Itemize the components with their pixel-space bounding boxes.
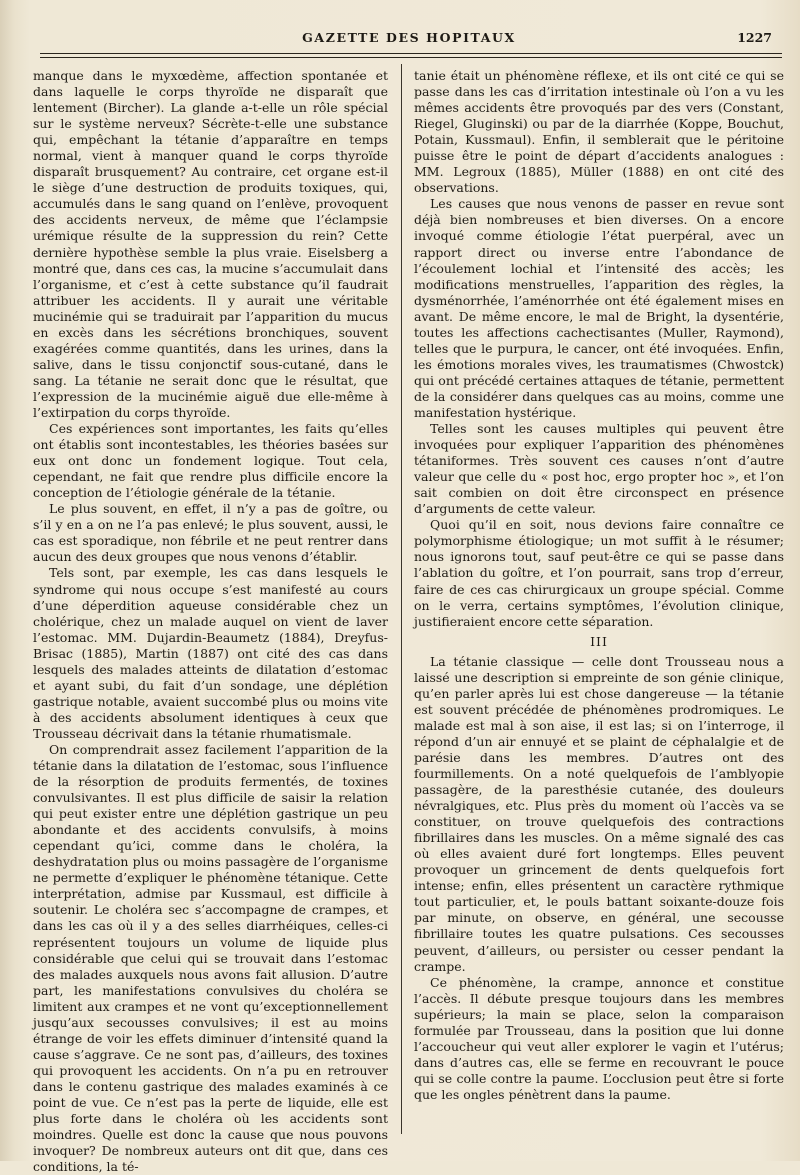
paragraph: Ces expériences sont importantes, les faits qu’elles ont établis sont incontestables, les théories basées sur eux ont donc un fondement logique. Tout cela, cependant, ne fait que rendre plus difficile encore la conception de l’étiologie générale de la tétanie. [33,421,388,501]
header-rule-bottom [40,57,782,58]
paragraph: Ce phénomène, la crampe, annonce et constitue l’accès. Il débute presque toujours dans les membres supérieurs; la main se place, selon la comparaison formulée par Trousseau, dans la position que lui donne l’accoucheur qui veut aller explorer le vagin et l’utérus; dans d’autres cas, elle se ferme en recouvrant le pouce qui se colle contre la paume. L’occlusion peut être si forte que les ongles pénètrent dans la paume. [414,974,784,1102]
paragraph: Le plus souvent, en effet, il n’y a pas de goître, ou s’il y en a on ne l’a pas enlevé; le plus souvent, aussi, le cas est sporadique, non fébrile et ne peut rentrer dans aucun des deux groupes que nous venons d’établir. [33,501,388,565]
paragraph: On comprendrait assez facilement l’apparition de la tétanie dans la dilatation de l’estomac, sous l’influence de la résorption de produits fermentés, de toxines convulsivantes. Il est plus difficile de saisir la relation qui peut exister entre une déplétion gastrique un peu abondante et des accidents convulsifs, à moins cependant qu’ici, comme dans le choléra, la deshydratation plus ou moins passagère de l’organisme ne permette d’expliquer le phénomène tétanique. Cette interprétation, admise par Kussmaul, est difficile à soutenir. Le choléra sec s’accompagne de crampes, et dans les cas où il y a des selles diarrhéiques, celles-ci représentent toujours un volume de liquide plus considérable que celui qui se trouvait dans l’estomac des malades auxquels nous avons fait allusion. D’autre part, les manifestations convulsives du choléra se limitent aux crampes et ne vont qu’exceptionnellement jusqu’aux secousses convulsives; il est au moins étrange de voir les effets diminuer d’intensité quand la cause s’aggrave. Ce ne sont pas, d’ailleurs, des toxines qui provoquent les accidents. On n’a pu en retrouver dans le contenu gastrique des malades examinés à ce point de vue. Ce n’est pas la perte de liquide, elle est plus forte dans le choléra où les accidents sont moindres. Quelle est donc la cause que nous pouvons invoquer? De nombreux auteurs ont dit que, dans ces conditions, la té- [33,741,388,1175]
left-column [33,68,388,1175]
page-number: 1227 [737,30,772,45]
column-divider [401,64,402,1134]
paragraph: tanie était un phénomène réflexe, et ils ont cité ce qui se passe dans les cas d’irritation intestinale où l’on a vu les mêmes accidents être provoqués par des vers (Constant, Riegel, Gluginski) ou par de la diarrhée (Koppe, Bouchut, Potain, Kussmaul). Enfin, il semblerait que le péritoine puisse être le point de départ d’accidents analogues : MM. Legroux (1885), Müller (1888) en ont cité des observations. [414,68,784,196]
right-column [414,68,784,1158]
page-header [40,30,778,52]
journal-title: GAZETTE DES HOPITAUX [302,30,516,45]
paragraph: Les causes que nous venons de passer en revue sont déjà bien nombreuses et bien diverses. On a encore invoqué comme étiologie l’état puerpéral, avec un rapport direct ou inverse entre l’abondance de l’écoulement lochial et l’intensité des accès; les modifications menstruelles, l’apparition des règles, la dysménorrhée, l’aménorrhée ont été également mises en avant. De même encore, le mal de Bright, la dysentérie, toutes les affections cachectisantes (Muller, Raymond), telles que le purpura, le cancer, ont été invoquées. Enfin, les émotions morales vives, les traumatismes (Chwostck) qui ont précédé certaines attaques de tétanie, permettent de la considérer dans quelques cas au moins, comme une manifestation hystérique. [414,196,784,420]
paragraph: manque dans le myxœdème, affection spontanée et dans laquelle le corps thyroïde ne disparaît que lentement (Bircher). La glande a-t-elle un rôle spécial sur le système nerveux? Sécrète-t-elle une substance qui, empêchant la tétanie d’apparaître en temps normal, vient à manquer quand le corps thyroïde disparaît brusquement? Au contraire, cet organe est-il le siège d’une destruction de produits toxiques, qui, accumulés dans le sang quand on l’enlève, provoquent des accidents nerveux, de même que l’éclampsie urémique résulte de la suppression du rein? Cette dernière hypothèse semble la plus vraie. Eiselsberg a montré que, dans ces cas, la mucine s’accumulait dans l’organisme, et c’est à cette substance qu’il faudrait attribuer les accidents. Il y aurait une véritable mucinémie qui se traduirait par l’apparition du mucus en excès dans les sécrétions bronchiques, souvent exagérées comme quantités, dans les urines, dans la salive, dans le tissu conjonctif sous-cutané, dans le sang. La tétanie ne serait donc que le résultat, que l’expression de la mucinémie aiguë due elle-même à l’extirpation du corps thyroïde. [33,68,388,420]
paragraph: Tels sont, par exemple, les cas dans lesquels le syndrome qui nous occupe s’est manifesté au cours d’une déperdition aqueuse considérable chez un cholérique, chez un malade auquel on vient de laver l’estomac. MM. Dujardin-Beaumetz (1884), Dreyfus-Brisac (1885), Martin (1887) ont cité des cas dans lesquels des malades atteints de dilatation d’estomac et ayant subi, du fait d’un sondage, une déplétion gastrique notable, avaient succombé plus ou moins vite à des accidents absolument identiques à ceux que Trousseau décrivait dans la tétanie rhumatismale. [33,565,388,741]
header-rule-top [40,53,782,54]
section-heading: III [590,633,608,649]
paragraph: Telles sont les causes multiples qui peuvent être invoquées pour expliquer l’apparition des phénomènes tétaniformes. Très souvent ces causes n’ont d’autre valeur que celle du « post hoc, ergo propter hoc », et l’on sait combien on doit être circonspect en présence d’arguments de cette valeur. [414,421,784,517]
paragraph: La tétanie classique — celle dont Trousseau nous a laissé une description si empreinte de son génie clinique, qu’en parler après lui est chose dangereuse — la tétanie est souvent précédée de phénomènes prodromiques. Le malade est mal à son aise, il est las; si on l’interroge, il répond d’un air ennuyé et se plaint de céphalalgie et de parésie dans les membres. D’autres ont des fourmillements. On a noté quelquefois de l’amblyopie passagère, de la paresthésie cutanée, des douleurs névralgiques, etc. Plus près du moment où l’accès va se constituer, on trouve quelquefois des contractions fibrillaires dans les muscles. On a même signalé des cas où elles avaient duré fort longtemps. Elles peuvent provoquer un grincement de dents quelquefois fort intense; enfin, elles présentent un caractère rythmique tout particulier, et, le pouls battant soixante-douze fois par minute, on observe, en général, une secousse fibrillaire toutes les quatre pulsations. Ces secousses peuvent, d’ailleurs, ou persister ou cesser pendant la crampe. [414,653,784,974]
paragraph: Quoi qu’il en soit, nous devions faire connaître ce polymorphisme étiologique; un mot suffit à le résumer; nous ignorons tout, sauf peut-être ce qui se passe dans l’ablation du goître, et l’on pourrait, sans trop d’erreur, faire de ces cas chirurgicaux un groupe spécial. Comme on le verra, certains symptômes, l’évolution clinique, justifieraient encore cette séparation. [414,517,784,629]
